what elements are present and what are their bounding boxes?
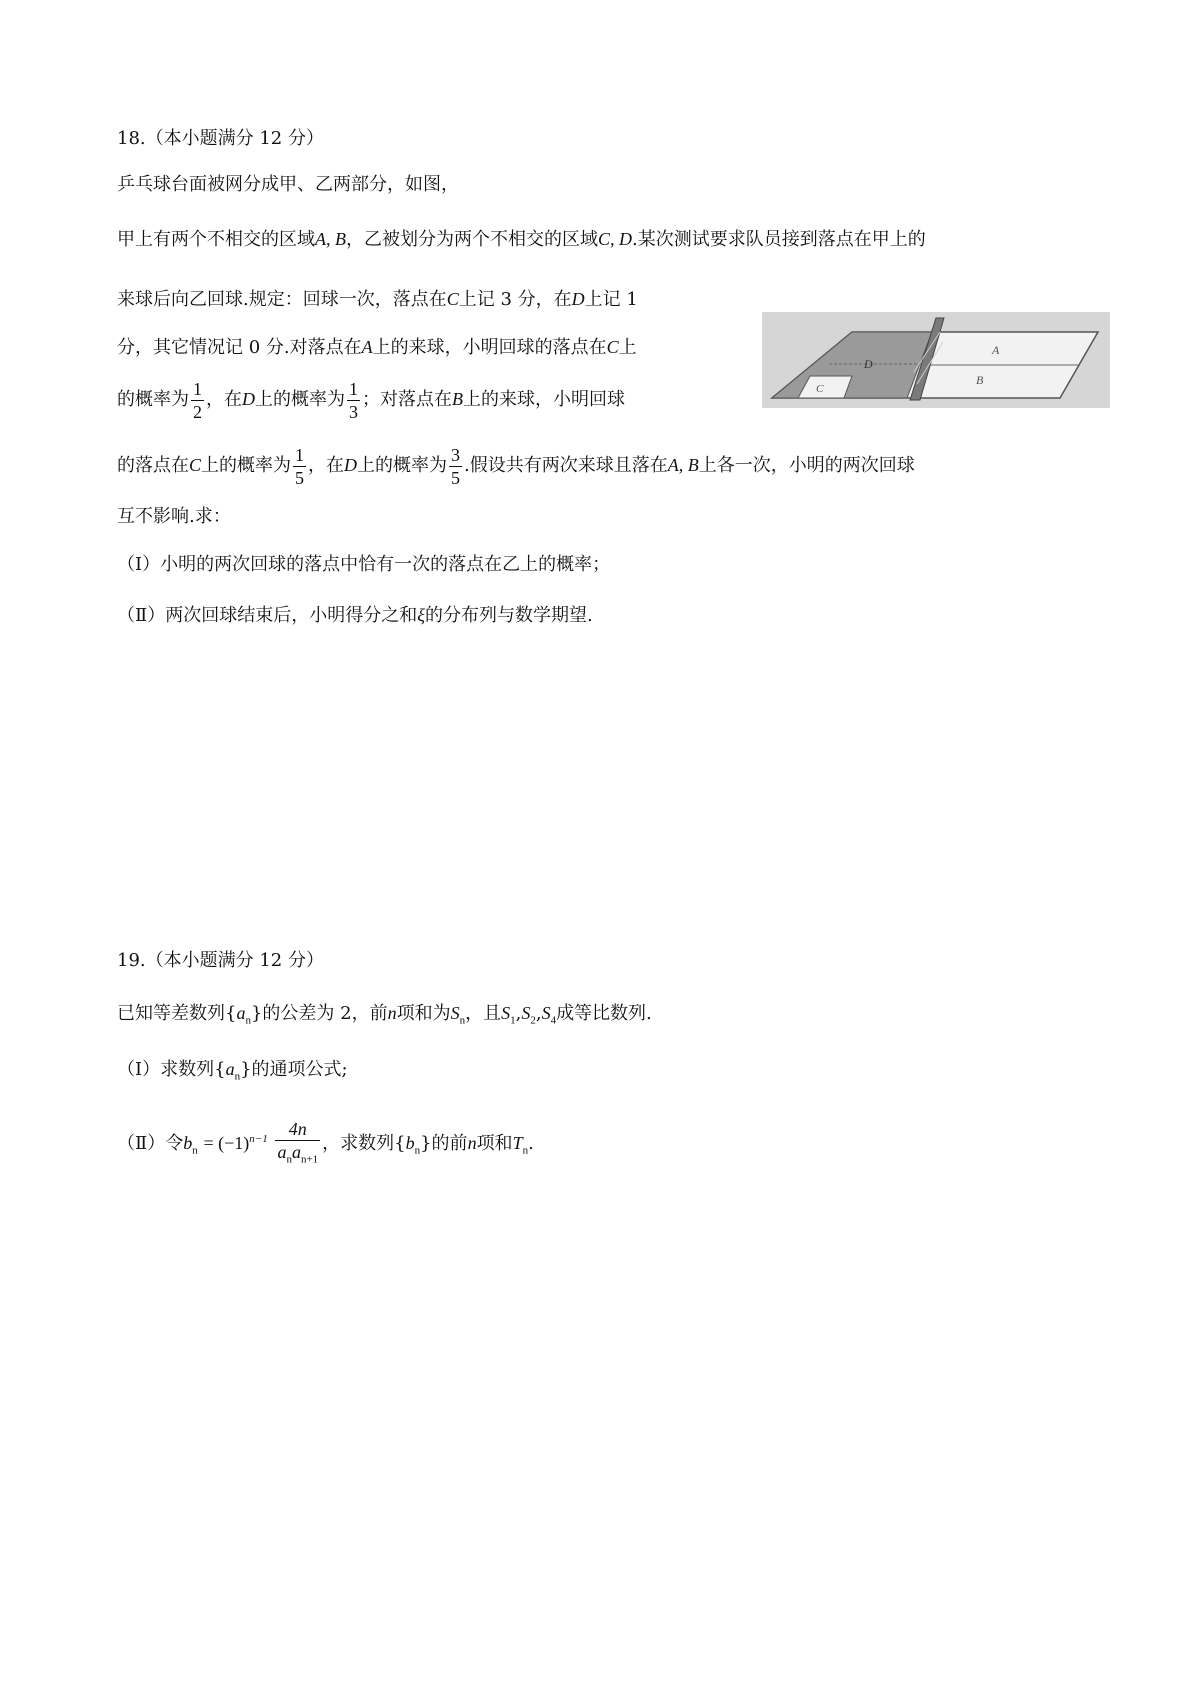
math-var: C	[189, 455, 202, 475]
math-var: b	[405, 1133, 415, 1153]
math-subscript: n	[192, 1144, 198, 1157]
label-d: D	[864, 357, 873, 371]
fraction-fifth	[293, 444, 306, 489]
q18-text: 分，其它情况记 0 分.对落点在	[117, 337, 362, 358]
q19-text: 项和	[476, 1133, 513, 1154]
q18-text: ，在	[206, 389, 242, 410]
q19-text: 已知等差数列{	[117, 1003, 237, 1024]
fraction-denominator: 3	[349, 401, 358, 422]
q18-text: ，乙被划分为两个不相交的区域	[346, 229, 598, 250]
label-a: A	[992, 343, 1000, 357]
q18-text: 的概率为	[117, 389, 189, 410]
math-subscript: n	[459, 1014, 466, 1027]
math-var: S	[501, 1003, 511, 1023]
fraction-numerator: 4n	[275, 1118, 320, 1141]
q18-text: ，在	[308, 455, 345, 476]
q18-text: （Ⅱ）两次回球结束后，小明得分之和	[117, 605, 418, 626]
q18-text: 来球后向乙回球.规定：回球一次，落点在	[117, 289, 447, 310]
q18-text: 上的概率为	[357, 455, 448, 476]
math-var: C	[446, 289, 459, 309]
math-var: A	[361, 337, 373, 357]
fraction-half	[191, 378, 204, 423]
q18-line-3	[117, 286, 638, 313]
math-var: n	[387, 1003, 397, 1023]
q19-text: （Ⅰ）求数列{	[117, 1059, 226, 1080]
q18-text: ；对落点在	[362, 389, 452, 410]
math-var: D	[571, 289, 585, 309]
math-var: n	[467, 1133, 477, 1153]
fraction-denominator: 2	[193, 401, 202, 422]
q18-line-6	[117, 440, 915, 491]
math-var: B	[452, 389, 463, 409]
q19-text: 项和为	[396, 1003, 451, 1024]
q18-text: 上的概率为	[201, 455, 292, 476]
q18-text: 甲上有两个不相交的区域	[117, 229, 315, 250]
q18-heading: 18.（本小题满分 12 分）	[117, 128, 324, 149]
q18-text: 上各一次，小明的两次回球	[698, 455, 915, 476]
math-var: S	[521, 1003, 531, 1023]
q19-text: }的公差为 2，前	[250, 1003, 388, 1024]
comma: ,	[515, 1003, 522, 1024]
q18-text: 上记 3 分，在	[458, 289, 572, 310]
math-subscript: n	[522, 1144, 529, 1157]
label-b: B	[976, 373, 984, 387]
q18-line-4	[117, 334, 637, 361]
fraction-bn	[275, 1118, 320, 1171]
q18-text: 上	[618, 337, 637, 358]
math-exponent: n−1	[249, 1133, 268, 1145]
fraction-three-fifths	[449, 444, 462, 489]
math-subscript: n	[414, 1144, 421, 1157]
q19-text: ，求数列{	[322, 1133, 406, 1154]
q19-text: ，且	[465, 1003, 502, 1024]
math-var: a	[291, 1141, 301, 1162]
math-subscript: n+1	[300, 1153, 319, 1166]
math-var: D	[344, 455, 358, 475]
fraction-numerator: 1	[295, 444, 305, 465]
math-var: A, B	[667, 455, 699, 475]
label-c: C	[816, 383, 824, 395]
q19-text: }的前	[420, 1133, 468, 1154]
math-expr: = (−1)	[203, 1133, 250, 1153]
q19-heading: 19.（本小题满分 12 分）	[117, 950, 324, 971]
q18-line-1: 乒乓球台面被网分成甲、乙两部分，如图，	[117, 174, 459, 195]
q19-text: 成等比数列.	[556, 1003, 652, 1024]
q18-text: 上的概率为	[255, 389, 345, 410]
math-var: a	[225, 1059, 235, 1079]
q19-part-1	[117, 1056, 348, 1090]
math-subscript: n	[245, 1014, 251, 1027]
math-var: S	[450, 1003, 460, 1023]
math-subscript: 4	[550, 1014, 557, 1027]
q18-line-5	[117, 374, 625, 425]
q18-line-2	[117, 226, 926, 253]
q19-text: }的通项公式;	[240, 1059, 348, 1080]
math-var: a	[236, 1003, 246, 1023]
math-var: a	[277, 1141, 287, 1162]
fraction-third	[347, 378, 360, 423]
math-subscript: 2	[530, 1014, 536, 1027]
q19-text: .	[528, 1133, 534, 1154]
comma: ,	[535, 1003, 542, 1024]
math-var: C, D	[598, 229, 633, 249]
fraction-denominator: 5	[295, 467, 305, 488]
fraction-denominator	[275, 1141, 320, 1171]
q18-text: .某次测试要求队员接到落点在甲上的	[632, 229, 926, 250]
math-subscript: n	[234, 1070, 241, 1083]
q19-part-2	[117, 1114, 534, 1176]
q18-part-2	[117, 602, 593, 629]
fraction-denominator: 5	[451, 467, 461, 488]
math-subscript: 1	[510, 1014, 516, 1027]
q18-text: .假设共有两次来球且落在	[464, 455, 668, 476]
math-subscript: n	[286, 1153, 292, 1166]
math-var: C	[606, 337, 619, 357]
math-var: T	[512, 1133, 523, 1153]
q19-text: （Ⅱ）令	[117, 1133, 184, 1154]
q18-text: 上的来球，小明回球的落点在	[372, 337, 607, 358]
q18-text: 上的来球，小明回球	[463, 389, 625, 410]
q18-text: 上记 1	[584, 289, 638, 310]
math-var: D	[242, 389, 255, 409]
fraction-numerator: 1	[193, 378, 202, 399]
q18-part-1: （Ⅰ）小明的两次回球的落点中恰有一次的落点在乙上的概率；	[117, 554, 611, 575]
math-var: ξ	[417, 605, 425, 625]
q18-text: 的分布列与数学期望.	[424, 605, 593, 626]
math-var: A, B	[315, 229, 346, 249]
q18-line-7: 互不影响.求：	[117, 506, 231, 527]
q18-text: 的落点在	[117, 455, 189, 476]
fraction-numerator: 1	[349, 378, 358, 399]
fraction-numerator: 3	[451, 444, 461, 465]
math-var: S	[541, 1003, 551, 1023]
q19-line-1	[117, 1000, 652, 1034]
math-var: b	[183, 1133, 193, 1153]
ping-pong-table-figure	[762, 312, 1110, 408]
